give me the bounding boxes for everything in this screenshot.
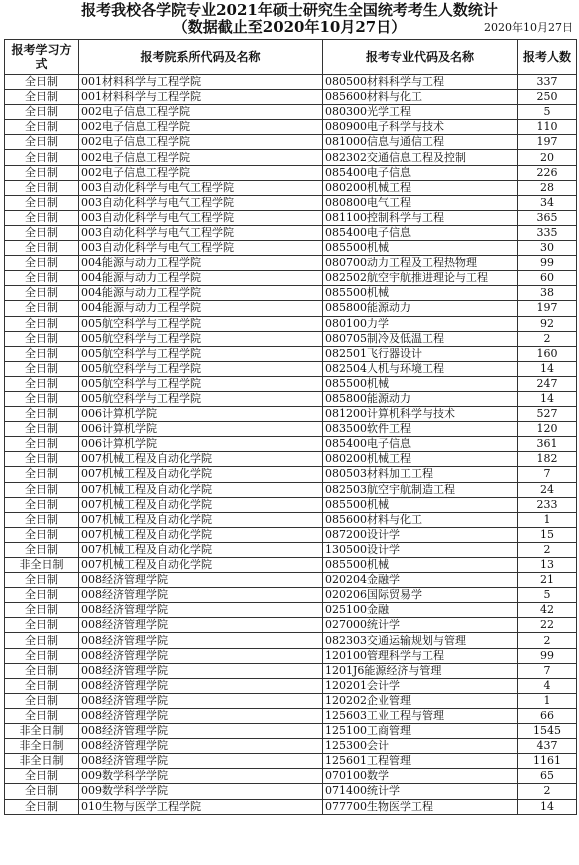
department-cell: 008经济管理学院 <box>79 648 323 663</box>
count-cell: 247 <box>518 376 577 391</box>
study-mode-cell: 全日制 <box>5 708 79 723</box>
major-cell: 080500材料科学与工程 <box>323 75 518 90</box>
department-cell: 004能源与动力工程学院 <box>79 271 323 286</box>
study-mode-cell: 全日制 <box>5 407 79 422</box>
department-cell: 007机械工程及自动化学院 <box>79 497 323 512</box>
table-row <box>5 603 577 618</box>
department-cell: 003自动化科学与电气工程学院 <box>79 195 323 210</box>
count-cell: 160 <box>518 346 577 361</box>
major-cell: 080503材料加工工程 <box>323 467 518 482</box>
study-mode-cell: 全日制 <box>5 376 79 391</box>
study-mode-cell: 全日制 <box>5 271 79 286</box>
major-cell: 085500机械 <box>323 241 518 256</box>
study-mode-cell: 全日制 <box>5 165 79 180</box>
study-mode-cell: 全日制 <box>5 180 79 195</box>
study-mode-cell: 全日制 <box>5 150 79 165</box>
count-cell: 2 <box>518 331 577 346</box>
table-row <box>5 527 577 542</box>
department-cell: 009数学科学学院 <box>79 769 323 784</box>
study-mode-cell: 全日制 <box>5 527 79 542</box>
major-cell: 085500机械 <box>323 497 518 512</box>
table-row <box>5 588 577 603</box>
major-cell: 080800电气工程 <box>323 195 518 210</box>
major-cell: 087200设计学 <box>323 527 518 542</box>
study-mode-cell: 全日制 <box>5 512 79 527</box>
table-row <box>5 316 577 331</box>
study-mode-cell: 全日制 <box>5 422 79 437</box>
study-mode-cell: 全日制 <box>5 120 79 135</box>
table-row <box>5 769 577 784</box>
major-cell: 085400电子信息 <box>323 165 518 180</box>
major-cell: 080200机械工程 <box>323 180 518 195</box>
count-cell: 13 <box>518 558 577 573</box>
department-cell: 003自动化科学与电气工程学院 <box>79 210 323 225</box>
applicant-count-table <box>4 39 577 815</box>
count-cell: 527 <box>518 407 577 422</box>
study-mode-cell: 全日制 <box>5 241 79 256</box>
count-cell: 92 <box>518 316 577 331</box>
department-cell: 002电子信息工程学院 <box>79 135 323 150</box>
count-cell: 197 <box>518 135 577 150</box>
table-row <box>5 210 577 225</box>
department-cell: 006计算机学院 <box>79 407 323 422</box>
department-cell: 004能源与动力工程学院 <box>79 256 323 271</box>
study-mode-cell: 全日制 <box>5 573 79 588</box>
study-mode-cell: 全日制 <box>5 437 79 452</box>
study-mode-cell: 全日制 <box>5 135 79 150</box>
study-mode-cell: 全日制 <box>5 361 79 376</box>
count-cell: 1161 <box>518 754 577 769</box>
count-cell: 1 <box>518 693 577 708</box>
major-cell: 071400统计学 <box>323 784 518 799</box>
table-row <box>5 452 577 467</box>
department-cell: 002电子信息工程学院 <box>79 120 323 135</box>
major-cell: 082303交通运输规划与管理 <box>323 633 518 648</box>
study-mode-cell: 全日制 <box>5 618 79 633</box>
table-row <box>5 497 577 512</box>
study-mode-cell: 全日制 <box>5 482 79 497</box>
table-row <box>5 482 577 497</box>
count-cell: 437 <box>518 739 577 754</box>
count-cell: 2 <box>518 784 577 799</box>
department-cell: 008经济管理学院 <box>79 618 323 633</box>
department-cell: 009数学科学学院 <box>79 784 323 799</box>
department-cell: 007机械工程及自动化学院 <box>79 558 323 573</box>
table-row <box>5 708 577 723</box>
study-mode-cell: 全日制 <box>5 75 79 90</box>
major-cell: 020204金融学 <box>323 573 518 588</box>
study-mode-cell: 全日制 <box>5 286 79 301</box>
table-row <box>5 512 577 527</box>
study-mode-cell: 全日制 <box>5 588 79 603</box>
count-cell: 20 <box>518 150 577 165</box>
department-cell: 003自动化科学与电气工程学院 <box>79 180 323 195</box>
header-count: 报考人数 <box>518 40 577 75</box>
department-cell: 008经济管理学院 <box>79 633 323 648</box>
major-cell: 120202企业管理 <box>323 693 518 708</box>
study-mode-cell: 全日制 <box>5 467 79 482</box>
count-cell: 14 <box>518 361 577 376</box>
major-cell: 070100数学 <box>323 769 518 784</box>
department-cell: 007机械工程及自动化学院 <box>79 512 323 527</box>
count-cell: 99 <box>518 256 577 271</box>
study-mode-cell: 全日制 <box>5 693 79 708</box>
department-cell: 004能源与动力工程学院 <box>79 301 323 316</box>
table-row <box>5 90 577 105</box>
count-cell: 2 <box>518 542 577 557</box>
table-row <box>5 105 577 120</box>
table-row <box>5 437 577 452</box>
count-cell: 1 <box>518 512 577 527</box>
table-body <box>5 75 577 815</box>
table-row <box>5 180 577 195</box>
count-cell: 335 <box>518 225 577 240</box>
count-cell: 337 <box>518 75 577 90</box>
department-cell: 008经济管理学院 <box>79 603 323 618</box>
study-mode-cell: 全日制 <box>5 105 79 120</box>
table-row <box>5 361 577 376</box>
count-cell: 120 <box>518 422 577 437</box>
count-cell: 24 <box>518 482 577 497</box>
major-cell: 082501飞行器设计 <box>323 346 518 361</box>
study-mode-cell: 全日制 <box>5 542 79 557</box>
count-cell: 5 <box>518 588 577 603</box>
major-cell: 081000信息与通信工程 <box>323 135 518 150</box>
table-row <box>5 648 577 663</box>
study-mode-cell: 全日制 <box>5 225 79 240</box>
table-row <box>5 724 577 739</box>
count-cell: 361 <box>518 437 577 452</box>
major-cell: 085400电子信息 <box>323 437 518 452</box>
major-cell: 125100工商管理 <box>323 724 518 739</box>
table-row <box>5 739 577 754</box>
table-row <box>5 195 577 210</box>
department-cell: 008经济管理学院 <box>79 708 323 723</box>
department-cell: 003自动化科学与电气工程学院 <box>79 225 323 240</box>
count-cell: 2 <box>518 633 577 648</box>
table-row <box>5 346 577 361</box>
department-cell: 008经济管理学院 <box>79 588 323 603</box>
study-mode-cell: 全日制 <box>5 391 79 406</box>
table-row <box>5 135 577 150</box>
count-cell: 14 <box>518 391 577 406</box>
major-cell: 080705制冷及低温工程 <box>323 331 518 346</box>
major-cell: 082504人机与环境工程 <box>323 361 518 376</box>
study-mode-cell: 全日制 <box>5 90 79 105</box>
department-cell: 001材料科学与工程学院 <box>79 90 323 105</box>
department-cell: 008经济管理学院 <box>79 739 323 754</box>
study-mode-cell: 全日制 <box>5 301 79 316</box>
header-department: 报考院系所代码及名称 <box>79 40 323 75</box>
department-cell: 005航空科学与工程学院 <box>79 391 323 406</box>
table-row <box>5 618 577 633</box>
department-cell: 002电子信息工程学院 <box>79 165 323 180</box>
count-cell: 365 <box>518 210 577 225</box>
department-cell: 005航空科学与工程学院 <box>79 346 323 361</box>
major-cell: 081100控制科学与工程 <box>323 210 518 225</box>
department-cell: 008经济管理学院 <box>79 678 323 693</box>
count-cell: 28 <box>518 180 577 195</box>
header-major: 报考专业代码及名称 <box>323 40 518 75</box>
table-row <box>5 286 577 301</box>
study-mode-cell: 全日制 <box>5 210 79 225</box>
major-cell: 120201会计学 <box>323 678 518 693</box>
table-row <box>5 150 577 165</box>
count-cell: 60 <box>518 271 577 286</box>
table-row <box>5 75 577 90</box>
major-cell: 130500设计学 <box>323 542 518 557</box>
table-row <box>5 633 577 648</box>
table-row <box>5 301 577 316</box>
table-row <box>5 120 577 135</box>
department-cell: 003自动化科学与电气工程学院 <box>79 241 323 256</box>
table-row <box>5 799 577 814</box>
major-cell: 085500机械 <box>323 376 518 391</box>
table-header-row <box>5 40 577 75</box>
department-cell: 005航空科学与工程学院 <box>79 376 323 391</box>
department-cell: 008经济管理学院 <box>79 663 323 678</box>
study-mode-cell: 全日制 <box>5 648 79 663</box>
major-cell: 085600材料与化工 <box>323 512 518 527</box>
report-date: 2020年10月27日 <box>484 21 573 34</box>
major-cell: 080700动力工程及工程热物理 <box>323 256 518 271</box>
study-mode-cell: 全日制 <box>5 452 79 467</box>
count-cell: 66 <box>518 708 577 723</box>
major-cell: 025100金融 <box>323 603 518 618</box>
department-cell: 002电子信息工程学院 <box>79 105 323 120</box>
department-cell: 007机械工程及自动化学院 <box>79 482 323 497</box>
department-cell: 008经济管理学院 <box>79 754 323 769</box>
count-cell: 38 <box>518 286 577 301</box>
study-mode-cell: 全日制 <box>5 784 79 799</box>
table-row <box>5 165 577 180</box>
major-cell: 080100力学 <box>323 316 518 331</box>
count-cell: 99 <box>518 648 577 663</box>
table-row <box>5 693 577 708</box>
count-cell: 233 <box>518 497 577 512</box>
major-cell: 082302交通信息工程及控制 <box>323 150 518 165</box>
table-row <box>5 376 577 391</box>
table-row <box>5 558 577 573</box>
major-cell: 1201J6能源经济与管理 <box>323 663 518 678</box>
major-cell: 085800能源动力 <box>323 301 518 316</box>
major-cell: 081200计算机科学与技术 <box>323 407 518 422</box>
study-mode-cell: 全日制 <box>5 769 79 784</box>
count-cell: 42 <box>518 603 577 618</box>
study-mode-cell: 全日制 <box>5 603 79 618</box>
department-cell: 004能源与动力工程学院 <box>79 286 323 301</box>
count-cell: 110 <box>518 120 577 135</box>
major-cell: 085500机械 <box>323 558 518 573</box>
table-row <box>5 256 577 271</box>
study-mode-cell: 非全日制 <box>5 754 79 769</box>
study-mode-cell: 全日制 <box>5 663 79 678</box>
table-row <box>5 225 577 240</box>
major-cell: 085800能源动力 <box>323 391 518 406</box>
department-cell: 007机械工程及自动化学院 <box>79 467 323 482</box>
study-mode-cell: 全日制 <box>5 497 79 512</box>
table-row <box>5 241 577 256</box>
study-mode-cell: 全日制 <box>5 331 79 346</box>
count-cell: 30 <box>518 241 577 256</box>
major-cell: 027000统计学 <box>323 618 518 633</box>
table-row <box>5 784 577 799</box>
major-cell: 085500机械 <box>323 286 518 301</box>
study-mode-cell: 全日制 <box>5 633 79 648</box>
department-cell: 007机械工程及自动化学院 <box>79 527 323 542</box>
department-cell: 001材料科学与工程学院 <box>79 75 323 90</box>
department-cell: 002电子信息工程学院 <box>79 150 323 165</box>
department-cell: 005航空科学与工程学院 <box>79 361 323 376</box>
count-cell: 7 <box>518 467 577 482</box>
study-mode-cell: 非全日制 <box>5 739 79 754</box>
table-row <box>5 391 577 406</box>
count-cell: 1545 <box>518 724 577 739</box>
department-cell: 006计算机学院 <box>79 437 323 452</box>
table-row <box>5 678 577 693</box>
major-cell: 125601工程管理 <box>323 754 518 769</box>
table-row <box>5 331 577 346</box>
department-cell: 008经济管理学院 <box>79 724 323 739</box>
department-cell: 008经济管理学院 <box>79 573 323 588</box>
department-cell: 008经济管理学院 <box>79 693 323 708</box>
count-cell: 197 <box>518 301 577 316</box>
count-cell: 65 <box>518 769 577 784</box>
major-cell: 120100管理科学与工程 <box>323 648 518 663</box>
header-study-mode: 报考学习方式 <box>5 40 79 75</box>
title-line-2: （数据截止至2020年10月27日） <box>172 18 407 36</box>
count-cell: 226 <box>518 165 577 180</box>
department-cell: 007机械工程及自动化学院 <box>79 452 323 467</box>
count-cell: 14 <box>518 799 577 814</box>
major-cell: 085600材料与化工 <box>323 90 518 105</box>
major-cell: 125603工业工程与管理 <box>323 708 518 723</box>
study-mode-cell: 全日制 <box>5 256 79 271</box>
major-cell: 082503航空宇航制造工程 <box>323 482 518 497</box>
study-mode-cell: 全日制 <box>5 195 79 210</box>
table-row <box>5 271 577 286</box>
count-cell: 15 <box>518 527 577 542</box>
study-mode-cell: 全日制 <box>5 316 79 331</box>
table-row <box>5 407 577 422</box>
table-row <box>5 467 577 482</box>
department-cell: 007机械工程及自动化学院 <box>79 542 323 557</box>
count-cell: 7 <box>518 663 577 678</box>
major-cell: 077700生物医学工程 <box>323 799 518 814</box>
major-cell: 080200机械工程 <box>323 452 518 467</box>
department-cell: 010生物与医学工程学院 <box>79 799 323 814</box>
department-cell: 006计算机学院 <box>79 422 323 437</box>
major-cell: 082502航空宇航推进理论与工程 <box>323 271 518 286</box>
table-row <box>5 663 577 678</box>
study-mode-cell: 非全日制 <box>5 558 79 573</box>
department-cell: 005航空科学与工程学院 <box>79 316 323 331</box>
major-cell: 083500软件工程 <box>323 422 518 437</box>
count-cell: 250 <box>518 90 577 105</box>
major-cell: 085400电子信息 <box>323 225 518 240</box>
table-row <box>5 573 577 588</box>
table-row <box>5 754 577 769</box>
count-cell: 34 <box>518 195 577 210</box>
study-mode-cell: 全日制 <box>5 346 79 361</box>
study-mode-cell: 全日制 <box>5 799 79 814</box>
count-cell: 22 <box>518 618 577 633</box>
major-cell: 080300光学工程 <box>323 105 518 120</box>
study-mode-cell: 全日制 <box>5 678 79 693</box>
major-cell: 125300会计 <box>323 739 518 754</box>
department-cell: 005航空科学与工程学院 <box>79 331 323 346</box>
count-cell: 182 <box>518 452 577 467</box>
table-row <box>5 542 577 557</box>
title-line-1: 报考我校各学院专业2021年硕士研究生全国统考考生人数统计 <box>81 1 498 19</box>
count-cell: 4 <box>518 678 577 693</box>
count-cell: 21 <box>518 573 577 588</box>
count-cell: 5 <box>518 105 577 120</box>
table-row <box>5 422 577 437</box>
major-cell: 020206国际贸易学 <box>323 588 518 603</box>
major-cell: 080900电子科学与技术 <box>323 120 518 135</box>
study-mode-cell: 非全日制 <box>5 724 79 739</box>
